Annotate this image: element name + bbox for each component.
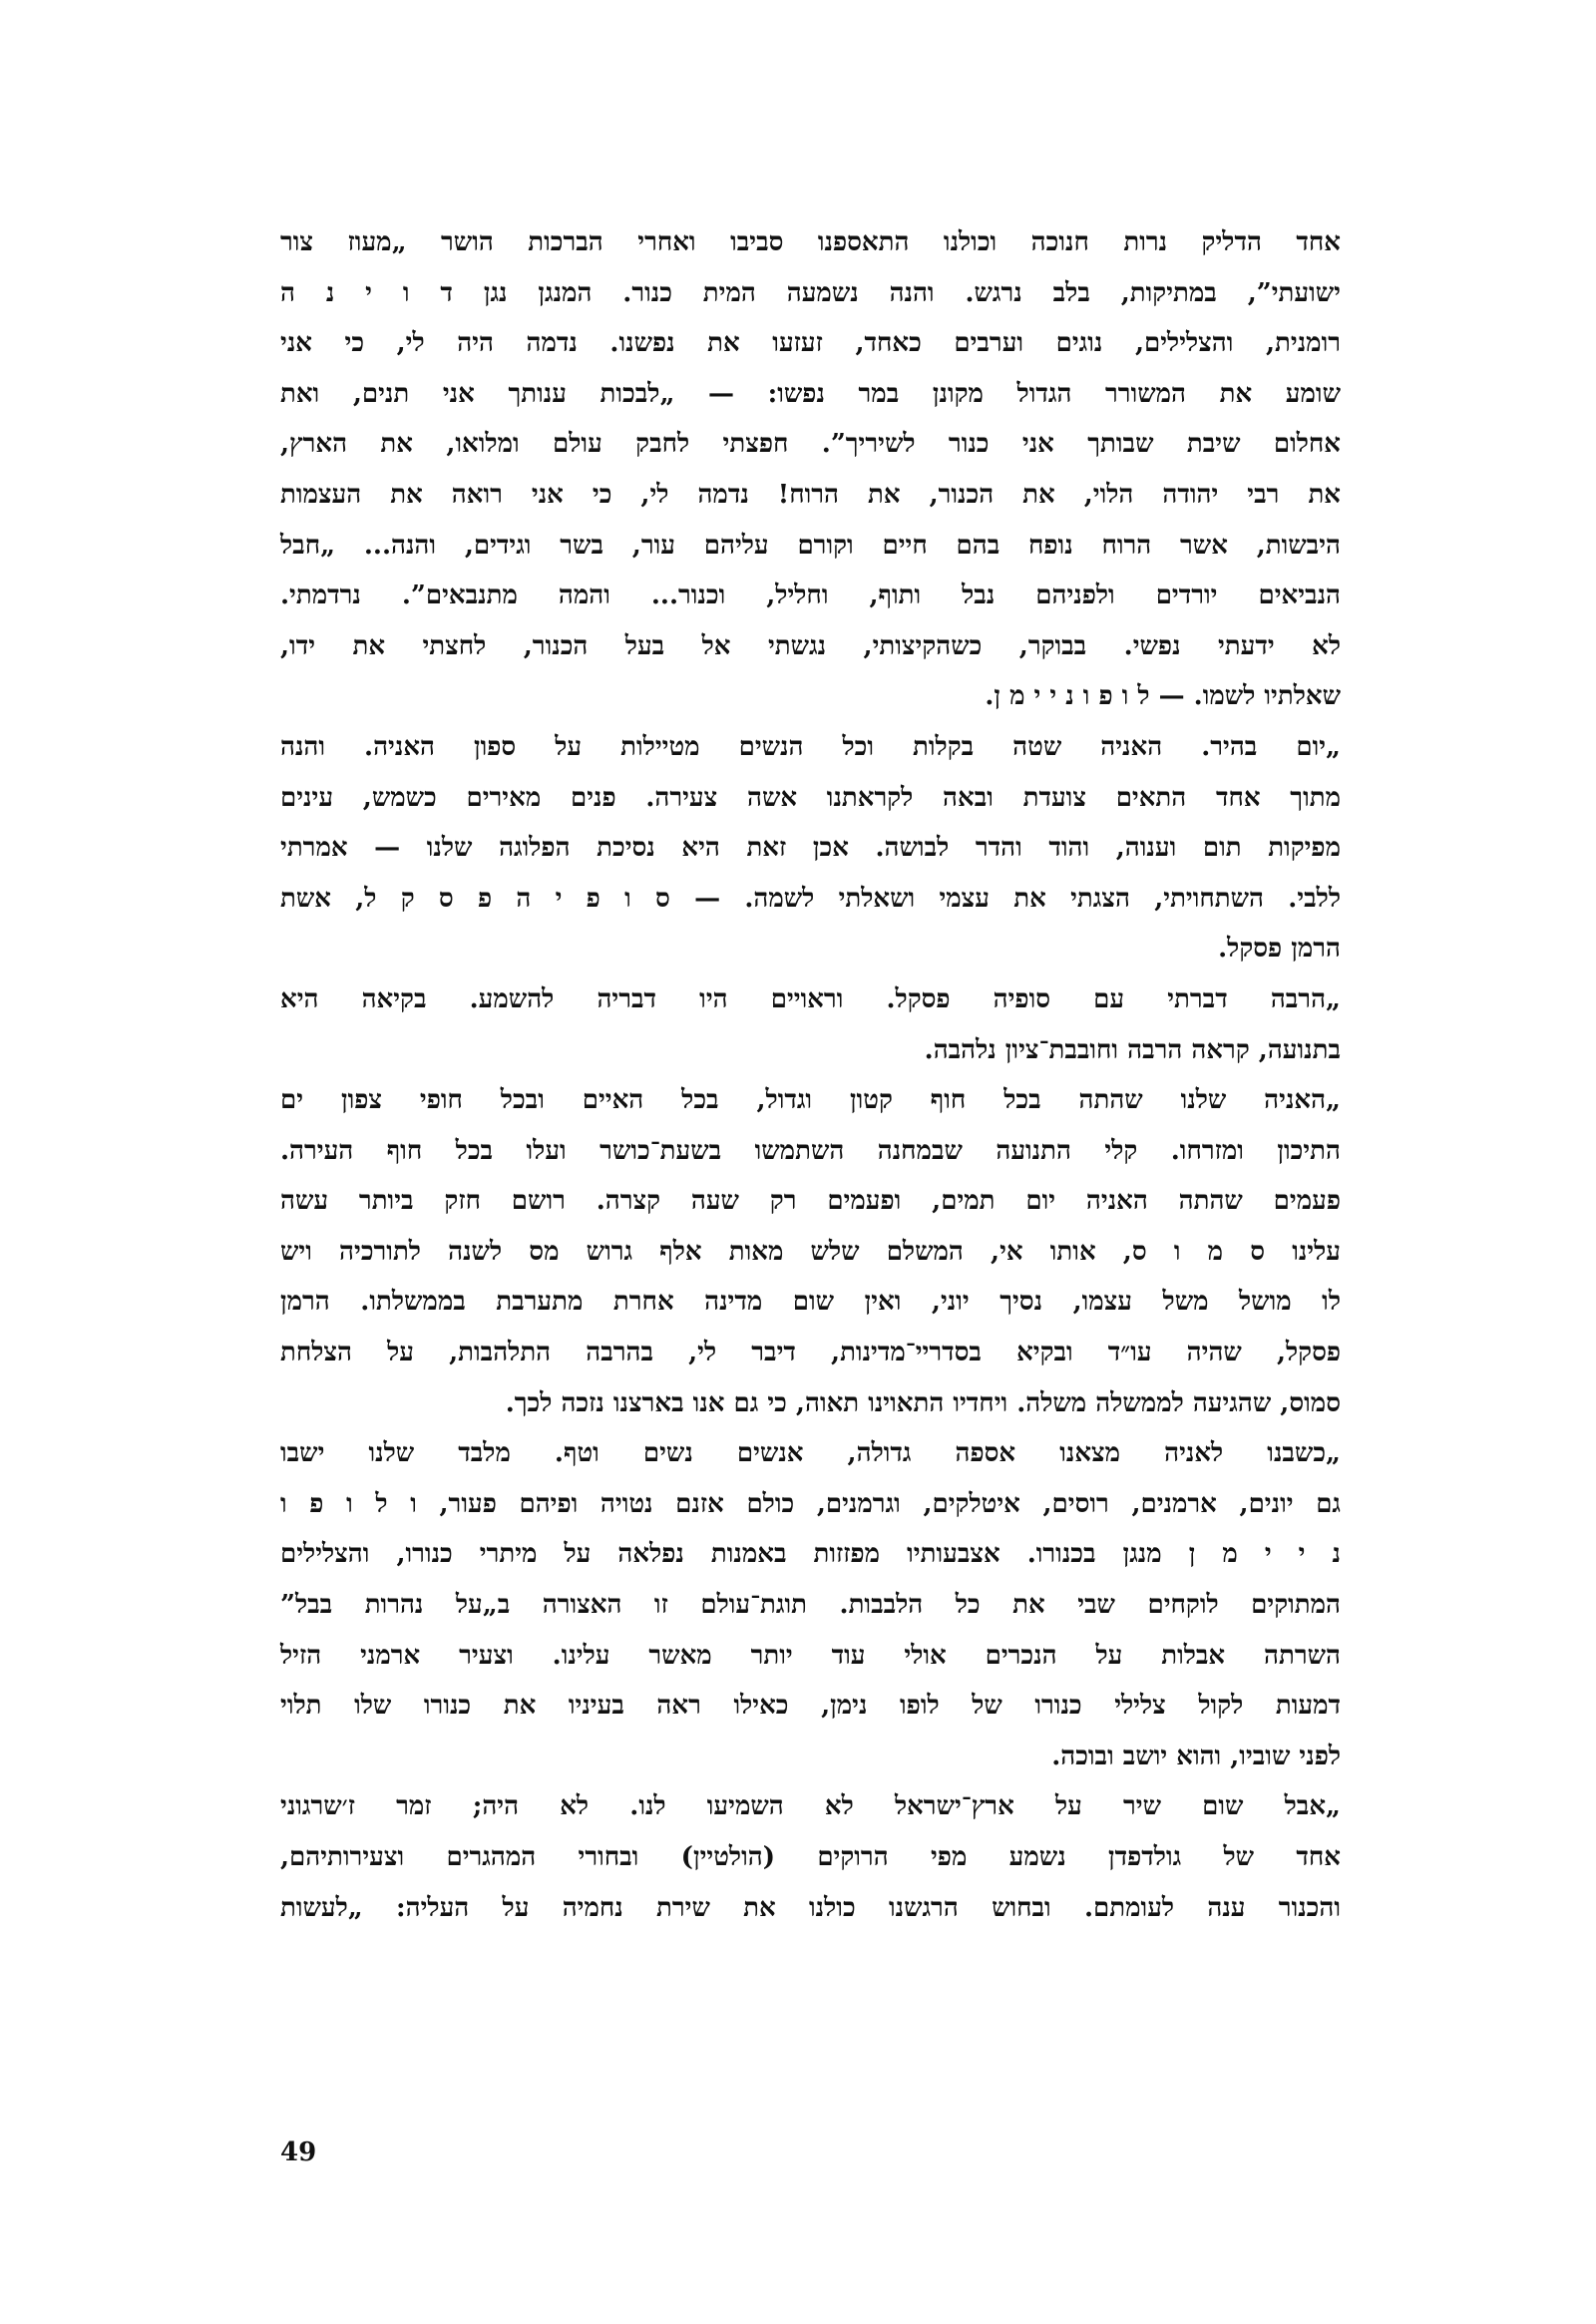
text-line: לו מושל משל עצמו, נסיך יוני, ואין שום מדינה אחרת מתערבת בממשלתו. הרמן (280, 1287, 1341, 1318)
page-number: 49 (280, 2137, 317, 2167)
body-text (280, 217, 1341, 1933)
text-line: מפיקות תום וענוה, והוד והדר לבושה. אכן זאת היא נסיכת הפלוגה שלנו — אמרתי (280, 833, 1341, 864)
text-line: „יום בהיר. האניה שטה בקלות וכל הנשים מטיילות על ספון האניה. והנה (280, 731, 1341, 762)
text-line: והכנור ענה לעומתם. ובחוש הרגשנו כולנו את שירת נחמיה על העליה: „לעשות (280, 1892, 1341, 1923)
text-line: נ י י מ ן מנגן בכנורו. אצבעותיו מפזזות באמנות נפלאה על מיתרי כנורו, והצלילים (280, 1539, 1341, 1570)
text-line: „הרבה דברתי עם סופיה פסקל. וראויים היו דבריה להשמע. בקיאה היא (280, 983, 1341, 1014)
text-line: לפני שוביו, והוא יושב ובוכה. (1051, 1741, 1341, 1771)
text-line: לא ידעתי נפשי. בבוקר, כשהקיצותי, נגשתי אל בעל הכנור, לחצתי את ידו, (280, 630, 1341, 661)
text-line: מתוך אחד התאים צועדת ובאה לקראתנו אשה צעירה. פנים מאירים כשמש, עינים (280, 782, 1341, 813)
text-line: אחד הדליק נרות חנוכה וכולנו התאספנו סביבו ואחרי הברכות הושר „מעוז צור (280, 227, 1341, 257)
text-line: פסקל, שהיה עו״ד ובקיא בסדריי־מדינות, דיבר לי, בהרבה התלהבות, על הצלחת (280, 1338, 1341, 1368)
text-line: „כשבנו לאניה מצאנו אספה גדולה, אנשים נשים וטף. מלבד שלנו ישבו (280, 1438, 1341, 1469)
text-line: את רבי יהודה הלוי, את הכנור, את הרוח! נדמה לי, כי אני רואה את העצמות (280, 479, 1341, 510)
text-line: השרתה אבלות על הנכרים אולי עוד יותר מאשר עלינו. וצעיר ארמני הזיל (280, 1640, 1341, 1671)
text-line: הרמן פסקל. (1218, 934, 1341, 965)
text-line: ללבי. השתחויתי, הצגתי את עצמי ושאלתי לשמה. — ס ו פ י ה פ ס ק ל, אשת (280, 883, 1341, 914)
text-line: „האניה שלנו שהתה בכל חוף קטון וגדול, בכל האיים ובכל חופי צפון ים (280, 1085, 1341, 1116)
text-line: „אבל שום שיר על ארץ־ישראל לא השמיעו לנו. לא היה; זמר ז׳שרגוני (280, 1791, 1341, 1822)
text-line: שומע את המשורר הגדול מקונן במר נפשו: — „לבכות ענותך אני תנים, ואת (280, 378, 1341, 409)
text-line: התיכון ומזרחו. קלי התנועה שבמחנה השתמשו בשעת־כושר ועלו בכל חוף העירה. (280, 1135, 1341, 1166)
text-line: אחד של גולדפדן נשמע מפי הרוקים (הולטיין) ובחורי המהגרים וצעירותיהם, (280, 1842, 1341, 1872)
text-line: עלינו ס מ ו ס, אותו אי, המשלם שלש מאות אלף גרוש מס לשנה לתורכיה ויש (280, 1236, 1342, 1267)
text-line: סמוס, שהגיעה לממשלה משלה. ויחדיו התאוינו תאוה, כי גם אנו בארצנו נזכה לכך. (505, 1387, 1341, 1418)
text-line: רומנית, והצלילים, נוגים וערבים כאחד, זעזעו את נפשנו. נדמה היה לי, כי אני (280, 328, 1341, 359)
text-line: ישועתי”, במתיקות, בלב נרגש. והנה נשמעה המית כנור. המנגן נגן ד ו י נ ה (280, 277, 1341, 308)
text-line: דמעות לקול צלילי כנורו של לופו נימן, כאילו ראה בעיניו את כנורו שלו תלוי (280, 1691, 1341, 1722)
text-line: המתוקים לוקחים שבי את כל הלבבות. תוגת־עולם זו האצורה ב„על נהרות בבל” (280, 1590, 1341, 1621)
text-line: אחלום שיבת שבותך אני כנור לשיריך”. חפצתי לחבק עולם ומלואו, את הארץ, (280, 429, 1341, 460)
text-line: היבשות, אשר הרוח נופח בהם חיים וקורם עליהם עור, בשר וגידים, והנה... „חבל (280, 530, 1341, 561)
text-line: שאלתיו לשמו. — ל ו פ ו נ י י מ ן. (985, 681, 1341, 712)
text-line: פעמים שהתה האניה יום תמים, ופעמים רק שעה קצרה. רושם חזק ביותר עשה (280, 1186, 1341, 1217)
text-line: בתנועה, קראה הרבה וחובבת־ציון נלהבה. (924, 1034, 1341, 1065)
text-line: הנביאים יורדים ולפניהם נבל ותוף, וחליל, וכנור... והמה מתנבאים”. נרדמתי. (280, 581, 1341, 611)
text-line: גם יונים, ארמנים, רוסים, איטלקים, וגרמנים, כולם אזנם נטויה ופיהם פעור, ו ל ו פ ו (280, 1488, 1341, 1519)
